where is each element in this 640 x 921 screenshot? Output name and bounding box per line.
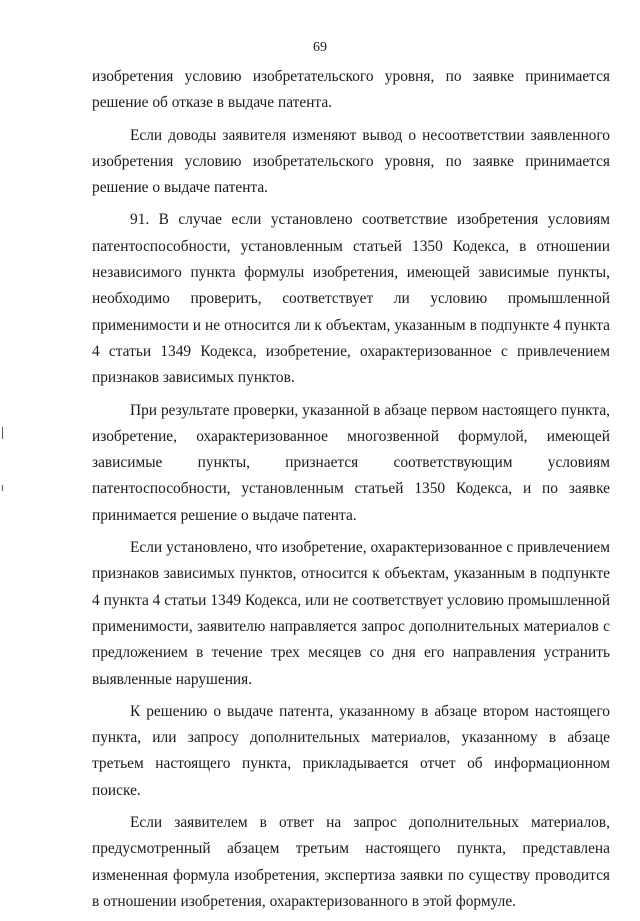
scan-margin-mark xyxy=(2,427,3,439)
page-number: 69 xyxy=(313,40,327,55)
paragraph-item-91: 91. В случае если установлено соответствие изобретения условиям патентоспособности, установленным статьей 1350 Кодекса, в отношении независимого пункта формулы изобретения, имеющей зависимые пункты, необходимо проверить, соответствует ли условию промышленной применимости и не относится ли к объектам, указанным в подпункте 4 пункта 4 статьи 1349 Кодекса, изобретение, охарактеризованное с привлечением признаков зависимых пунктов. xyxy=(92,211,610,387)
paragraph: Если установлено, что изобретение, охарактеризованное с привлечением признаков зависимых пунктов, относится к объектам, указанным в подпункте 4 пункта 4 статьи 1349 Кодекса, или не соответствует условию промышленной применимости, заявителю направляется запрос дополнительных материалов с предложением в течение трех месяцев со дня его направления устранить выявленные нарушения. xyxy=(92,539,610,688)
paragraph: Если заявителем в ответ на запрос дополнительных материалов, предусмотренный абзацем третьим настоящего пункта, представлена измененная формула изобретения, экспертиза заявки по существу проводится в отношении изобретения, охарактеризованного в этой формуле. xyxy=(92,814,610,910)
paragraph: Если доводы заявителя изменяют вывод о несоответствии заявленного изобретения условию изобретательского уровня, по заявке принимается решение о выдаче патента. xyxy=(92,126,610,197)
document-body xyxy=(92,64,610,921)
paragraph: При результате проверки, указанной в абзаце первом настоящего пункта, изобретение, охарактеризованное многозвенной формулой, имеющей зависимые пункты, признается соответствующим условиям патентоспособности, установленным статьей 1350 Кодекса, и по заявке принимается решение о выдаче патента. xyxy=(92,401,610,524)
paragraph: К решению о выдаче патента, указанному в абзаце втором настоящего пункта, или запросу дополнительных материалов, указанному в абзаце третьем настоящего пункта, прикладывается отчет об информационном поиске. xyxy=(92,702,610,799)
scan-margin-mark xyxy=(2,485,3,491)
paragraph-continuation: изобретения условию изобретательского уровня, по заявке принимается решение об отказе в выдаче патента. xyxy=(92,68,610,112)
